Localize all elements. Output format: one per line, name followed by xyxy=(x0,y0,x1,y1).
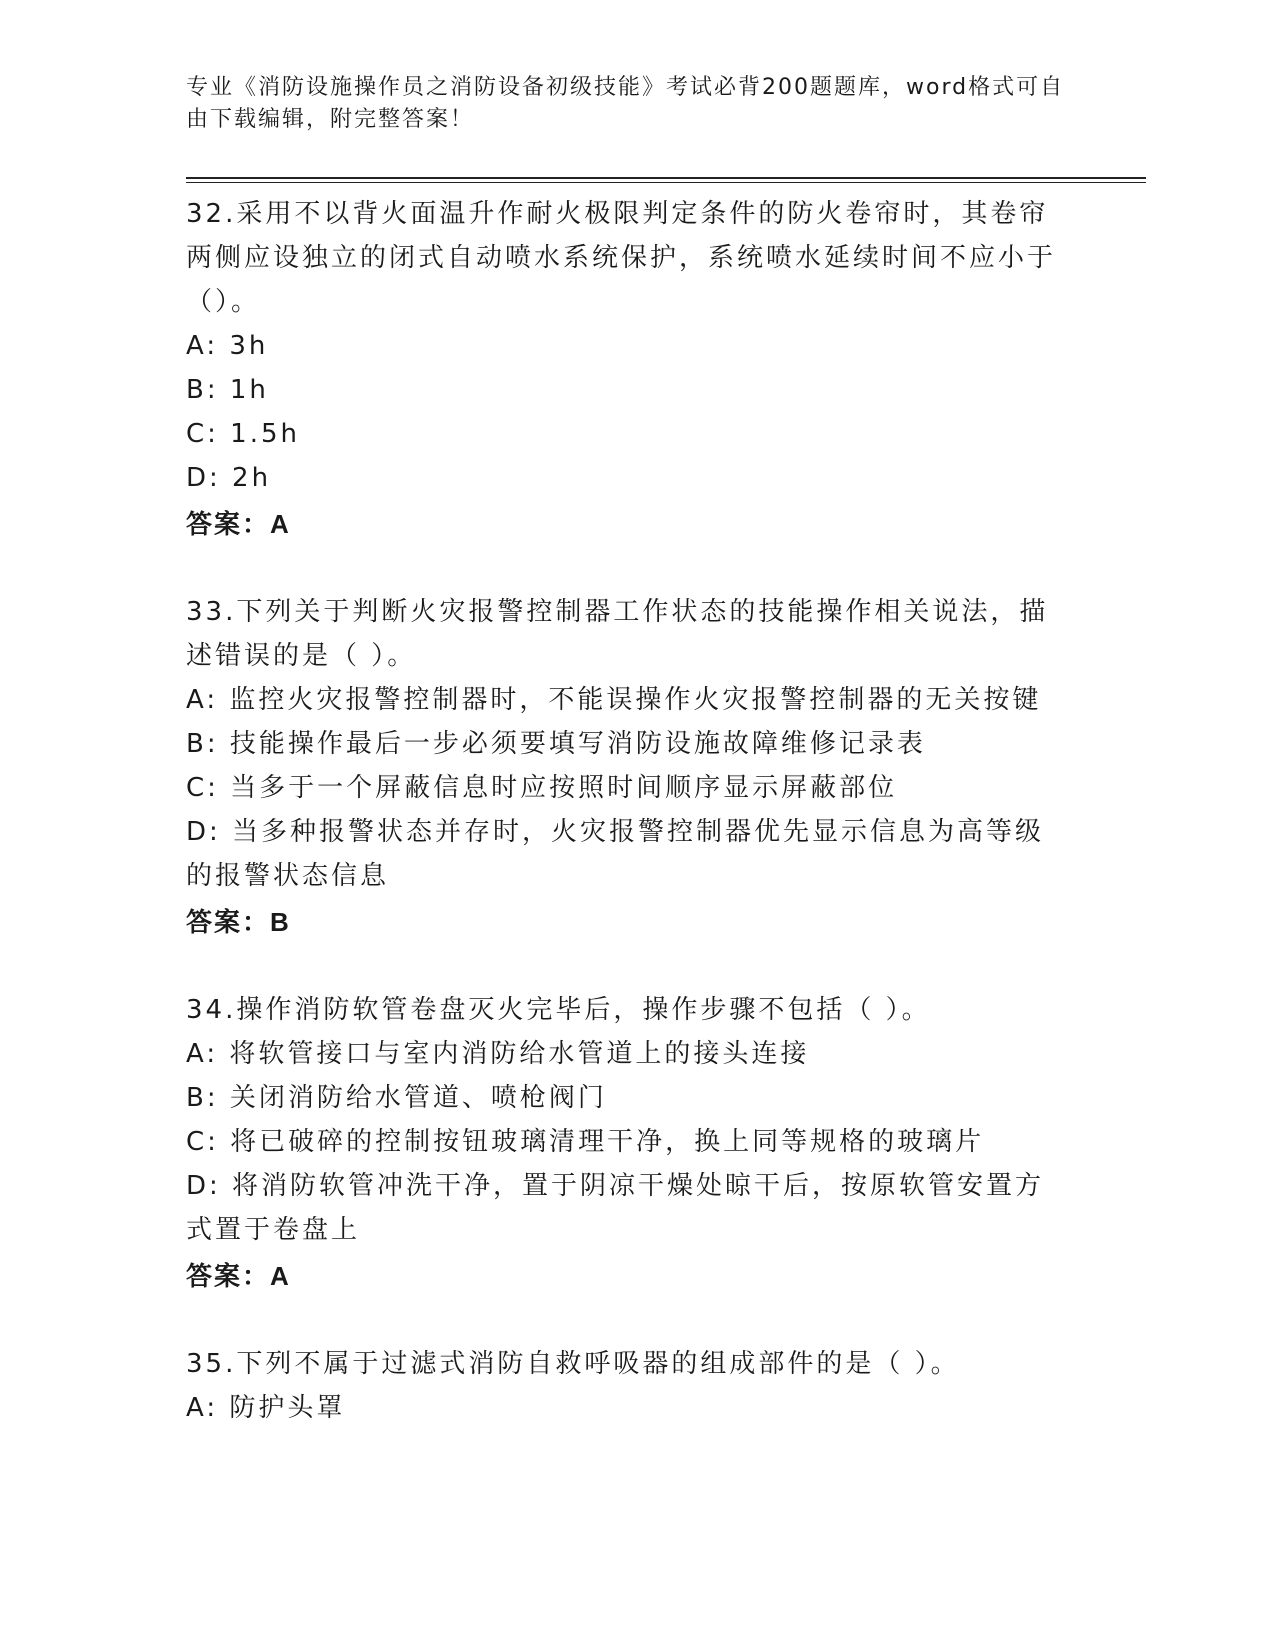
option-b: B: 1h xyxy=(186,375,269,405)
answer-label: 答案：A xyxy=(186,509,291,539)
header-divider xyxy=(186,177,1146,179)
header-divider-thin xyxy=(186,182,1146,183)
question-33 xyxy=(186,590,1066,946)
question-text: 33.下列关于判断火灾报警控制器工作状态的技能操作相关说法，描述错误的是（ ）。 xyxy=(186,597,1049,671)
question-text: 32.采用不以背火面温升作耐火极限判定条件的防火卷帘时，其卷帘两侧应设独立的闭式自动喷水系统保护，系统喷水延续时间不应小于（）。 xyxy=(186,199,1057,317)
answer-label: 答案：A xyxy=(186,1261,291,1291)
option-a: A: 将软管接口与室内消防给水管道上的接头连接 xyxy=(186,1039,810,1069)
option-c: C: 将已破碎的控制按钮玻璃清理干净，换上同等规格的玻璃片 xyxy=(186,1127,985,1157)
document-header: 专业《消防设施操作员之消防设备初级技能》考试必背200题题库，word格式可自由下载编辑，附完整答案！ xyxy=(186,75,1065,132)
option-c: C: 当多于一个屏蔽信息时应按照时间顺序显示屏蔽部位 xyxy=(186,773,898,803)
option-c: C: 1.5h xyxy=(186,419,301,449)
option-a: A: 防护头罩 xyxy=(186,1393,346,1423)
option-a: A: 监控火灾报警控制器时，不能误操作火灾报警控制器的无关按键 xyxy=(186,685,1042,715)
question-35 xyxy=(186,1342,1066,1430)
question-text: 35.下列不属于过滤式消防自救呼吸器的组成部件的是（ ）。 xyxy=(186,1349,960,1379)
option-b: B: 技能操作最后一步必须要填写消防设施故障维修记录表 xyxy=(186,729,926,759)
question-list xyxy=(186,192,1066,1472)
option-d: D: 当多种报警状态并存时，火灾报警控制器优先显示信息为高等级的报警状态信息 xyxy=(186,817,1045,891)
option-d: D: 将消防软管冲洗干净，置于阴凉干燥处晾干后，按原软管安置方式置于卷盘上 xyxy=(186,1171,1045,1245)
option-d: D: 2h xyxy=(186,463,272,493)
option-b: B: 关闭消防给水管道、喷枪阀门 xyxy=(186,1083,607,1113)
question-32 xyxy=(186,192,1066,548)
question-34 xyxy=(186,988,1066,1300)
option-a: A: 3h xyxy=(186,331,269,361)
answer-label: 答案：B xyxy=(186,907,291,937)
question-text: 34.操作消防软管卷盘灭火完毕后，操作步骤不包括（ ）。 xyxy=(186,995,931,1025)
